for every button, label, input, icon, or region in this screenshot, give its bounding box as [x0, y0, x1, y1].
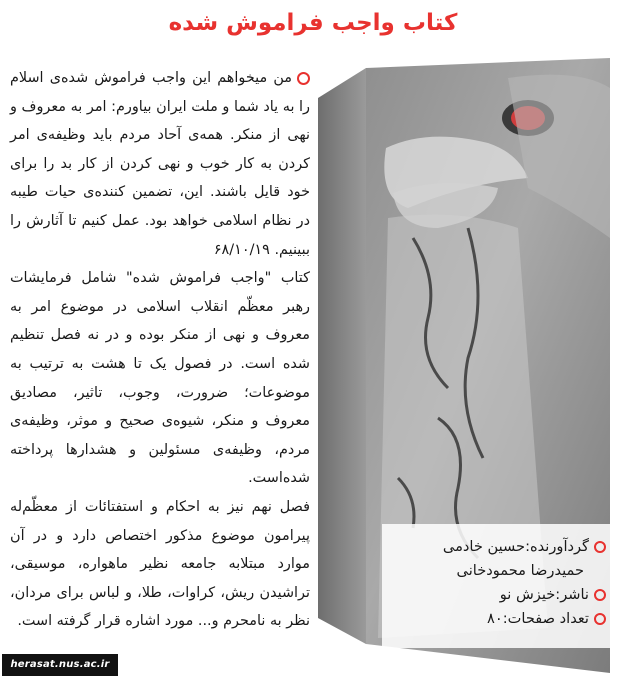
- publisher-row: [382, 583, 616, 607]
- compiler-label: گردآورنده:: [525, 538, 589, 555]
- page-title: کتاب واجب فراموش شده: [168, 10, 458, 36]
- book-info-box: [382, 524, 616, 648]
- article-body: [10, 64, 310, 636]
- compiler-name: حسین خادمی: [442, 538, 526, 555]
- site-watermark: herasat.nus.ac.ir: [2, 654, 118, 676]
- chapter-nine-paragraph: فصل نهم نیز به احکام و استفتائات از معظّم‌له پیرامون موضوع مذکور اختصاص دارد و در آن موارد مبتلابه جامعه نظیر ماهواره، موسیقی، تراشیدن ریش، کراوات، طلا، و لباس برای مردان، نظر به نامحرم و... مورد اشاره قرار گرفته است.: [10, 498, 310, 630]
- compiler-row: [382, 535, 616, 559]
- quote-paragraph: [10, 64, 310, 264]
- pages-text: تعداد صفحات:۸۰: [487, 610, 589, 627]
- bullet-icon: [297, 72, 310, 85]
- bullet-icon: [594, 541, 606, 553]
- bullet-icon: [594, 589, 606, 601]
- description-paragraph: کتاب "واجب فراموش شده" شامل فرمایشات رهبر معظّم انقلاب اسلامی در موضوع امر به معروف و نهی از منکر بوده و در نه فصل تنظیم شده است. در فصول یک تا هشت به ترتیب به موضوعات؛ ضرورت، وجوب، تاثیر، مصادیق معروف و منکر، شیوه‌ی صحیح و موثر، وظیفه‌ی مردم، وظیفه‌ی مسئولین و هشدارها پرداخته شده‌است.: [10, 270, 310, 487]
- compiler-row-2: حمیدرضا محمودخانی: [456, 562, 584, 579]
- quote-text: من میخواهم این واجب فراموش شده‌ی اسلام را به یاد شما و ملت ایران بیاورم: امر به معروف و نهی از منکر. همه‌ی آحاد مردم باید وظیفه‌ی امر کردن به کار خوب و نهی کردن از کار بد را برای خود قایل باشند. این، تضمین کننده‌ی حیات طیبه در نظام اسلامی خواهد بود. عمل کنیم تا آثارش را ببینیم. ۶۸/۱۰/۱۹: [10, 70, 310, 258]
- bullet-icon: [594, 613, 606, 625]
- publisher-text: ناشر:خیزش نو: [499, 586, 589, 603]
- pages-row: [382, 607, 616, 631]
